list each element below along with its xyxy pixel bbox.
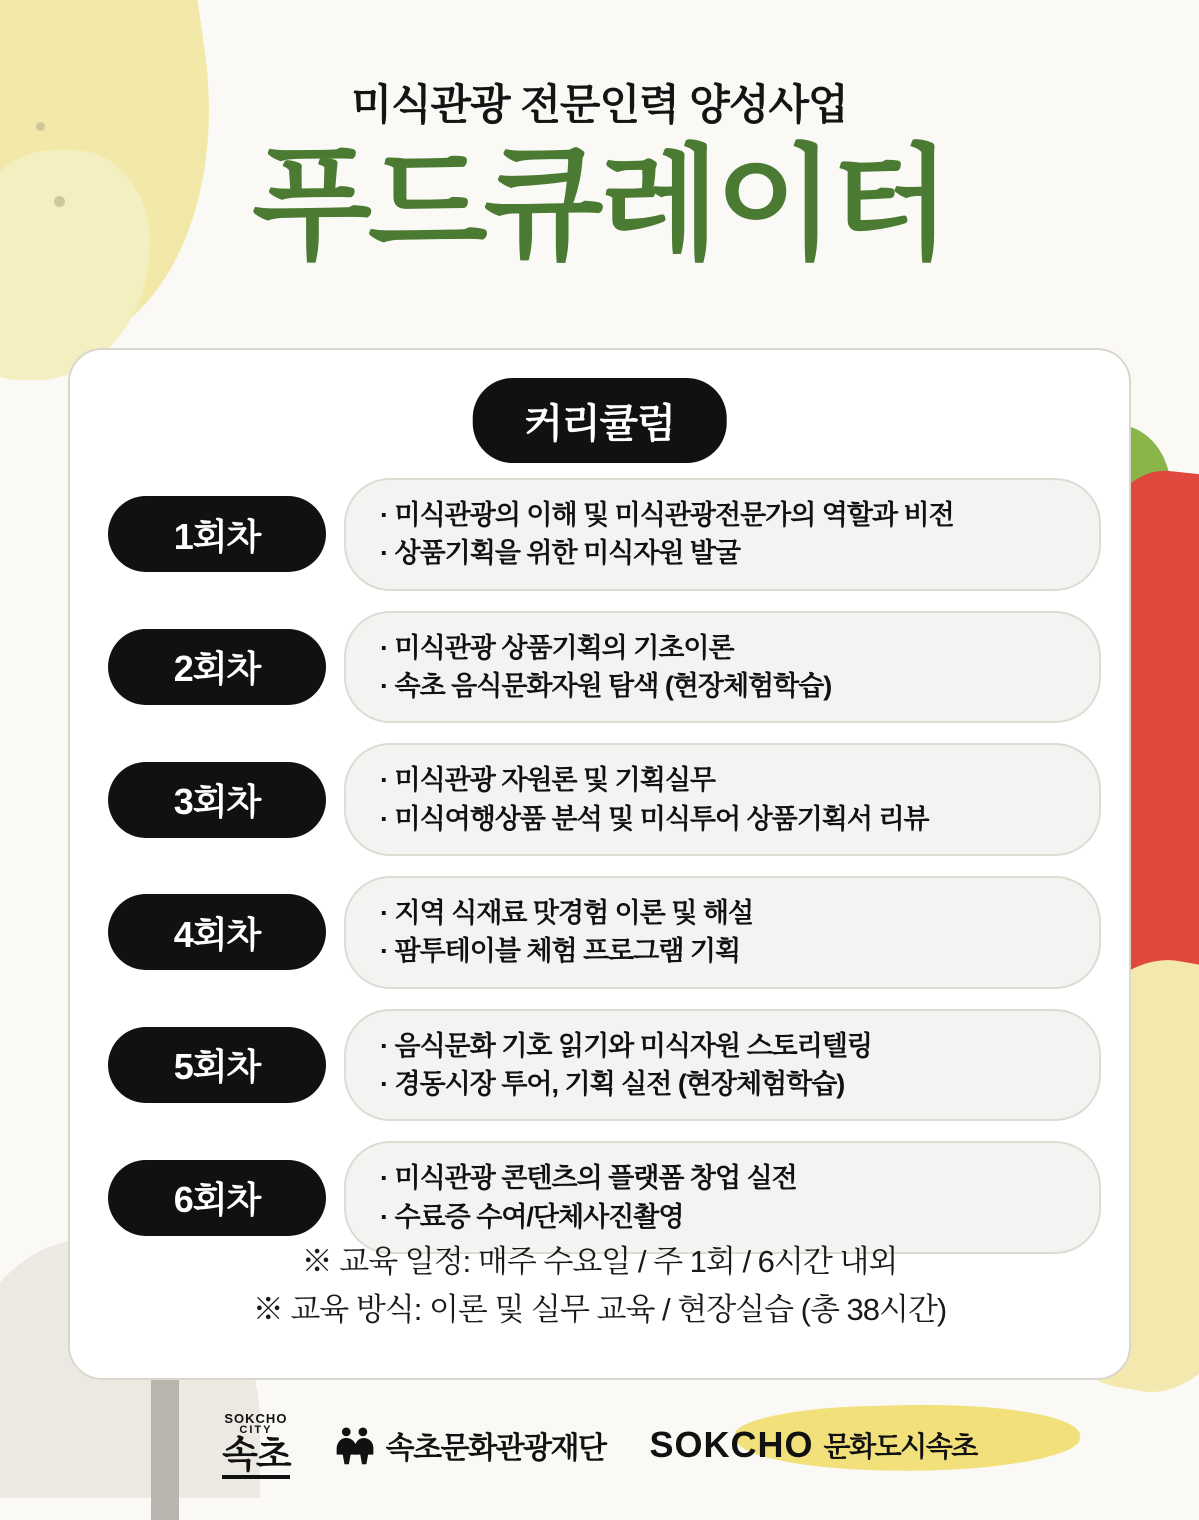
logo-city-of-culture — [650, 1424, 977, 1466]
list-item — [108, 743, 1101, 856]
page-title: 푸드큐레이터 — [252, 136, 947, 274]
session-line: · 팜투테이블 체험 프로그램 기획 — [380, 936, 741, 967]
session-badge: 4회차 — [108, 894, 326, 970]
session-line: · 음식문화 기호 읽기와 미식자원 스토리텔링 — [380, 1030, 872, 1061]
session-line: · 미식관광 상품기획의 기초이론 — [380, 632, 734, 663]
notes-block — [70, 1238, 1129, 1334]
curriculum-section-label: 커리큘럼 — [472, 378, 727, 463]
session-line: · 속초 음식문화자원 탐색 (현장체험학습) — [380, 670, 832, 701]
poster-header — [0, 0, 1199, 274]
logo-sokcho-city — [222, 1412, 289, 1479]
note-schedule: ※ 교육 일정: 매주 수요일 / 주 1회 / 6시간 내외 — [301, 1243, 898, 1279]
session-badge: 2회차 — [108, 629, 326, 705]
session-line: · 미식관광 콘텐츠의 플랫폼 창업 실전 — [380, 1163, 797, 1194]
session-line: · 경동시장 투어, 기획 실전 (현장체험학습) — [380, 1068, 845, 1099]
session-line: · 미식관광 자원론 및 기획실무 — [380, 765, 715, 796]
session-badge: 3회차 — [108, 762, 326, 838]
curriculum-list — [70, 478, 1129, 1274]
session-badge: 6회차 — [108, 1160, 326, 1236]
session-content — [344, 743, 1101, 856]
logo-sokcho-kor: 속초 — [222, 1436, 289, 1479]
footer-logos — [0, 1400, 1199, 1490]
session-badge: 5회차 — [108, 1027, 326, 1103]
session-line: · 수료증 수여/단체사진촬영 — [380, 1201, 684, 1232]
session-content — [344, 1009, 1101, 1122]
program-kicker: 미식관광 전문인력 양성사업 — [351, 81, 848, 128]
curriculum-card — [68, 348, 1131, 1380]
note-method: ※ 교육 방식: 이론 및 실무 교육 / 현장실습 (총 38시간) — [252, 1291, 947, 1327]
logo-sokcho-eng-bottom: CITY — [239, 1423, 273, 1436]
session-badge: 1회차 — [108, 496, 326, 572]
logo-brand-eng: SOKCHO — [649, 1424, 814, 1465]
list-item — [108, 1009, 1101, 1122]
session-line: · 상품기획을 위한 미식자원 발굴 — [380, 538, 741, 569]
people-mark-icon — [334, 1424, 376, 1466]
list-item — [108, 611, 1101, 724]
session-line: · 지역 식재료 맛경험 이론 및 해설 — [380, 897, 754, 928]
logo-sokcho-foundation — [334, 1423, 606, 1467]
session-content — [344, 611, 1101, 724]
session-line: · 미식관광의 이해 및 미식관광전문가의 역할과 비전 — [380, 500, 954, 530]
session-content — [344, 876, 1101, 989]
session-line: · 미식여행상품 분석 및 미식투어 상품기획서 리뷰 — [380, 803, 929, 834]
logo-sokcho-eng-top: SOKCHO — [224, 1410, 288, 1426]
list-item — [108, 478, 1101, 591]
logo-brand-kor: 문화도시속초 — [823, 1431, 977, 1462]
session-content — [344, 478, 1101, 591]
list-item — [108, 876, 1101, 989]
logo-foundation-name: 속초문화관광재단 — [385, 1432, 606, 1465]
